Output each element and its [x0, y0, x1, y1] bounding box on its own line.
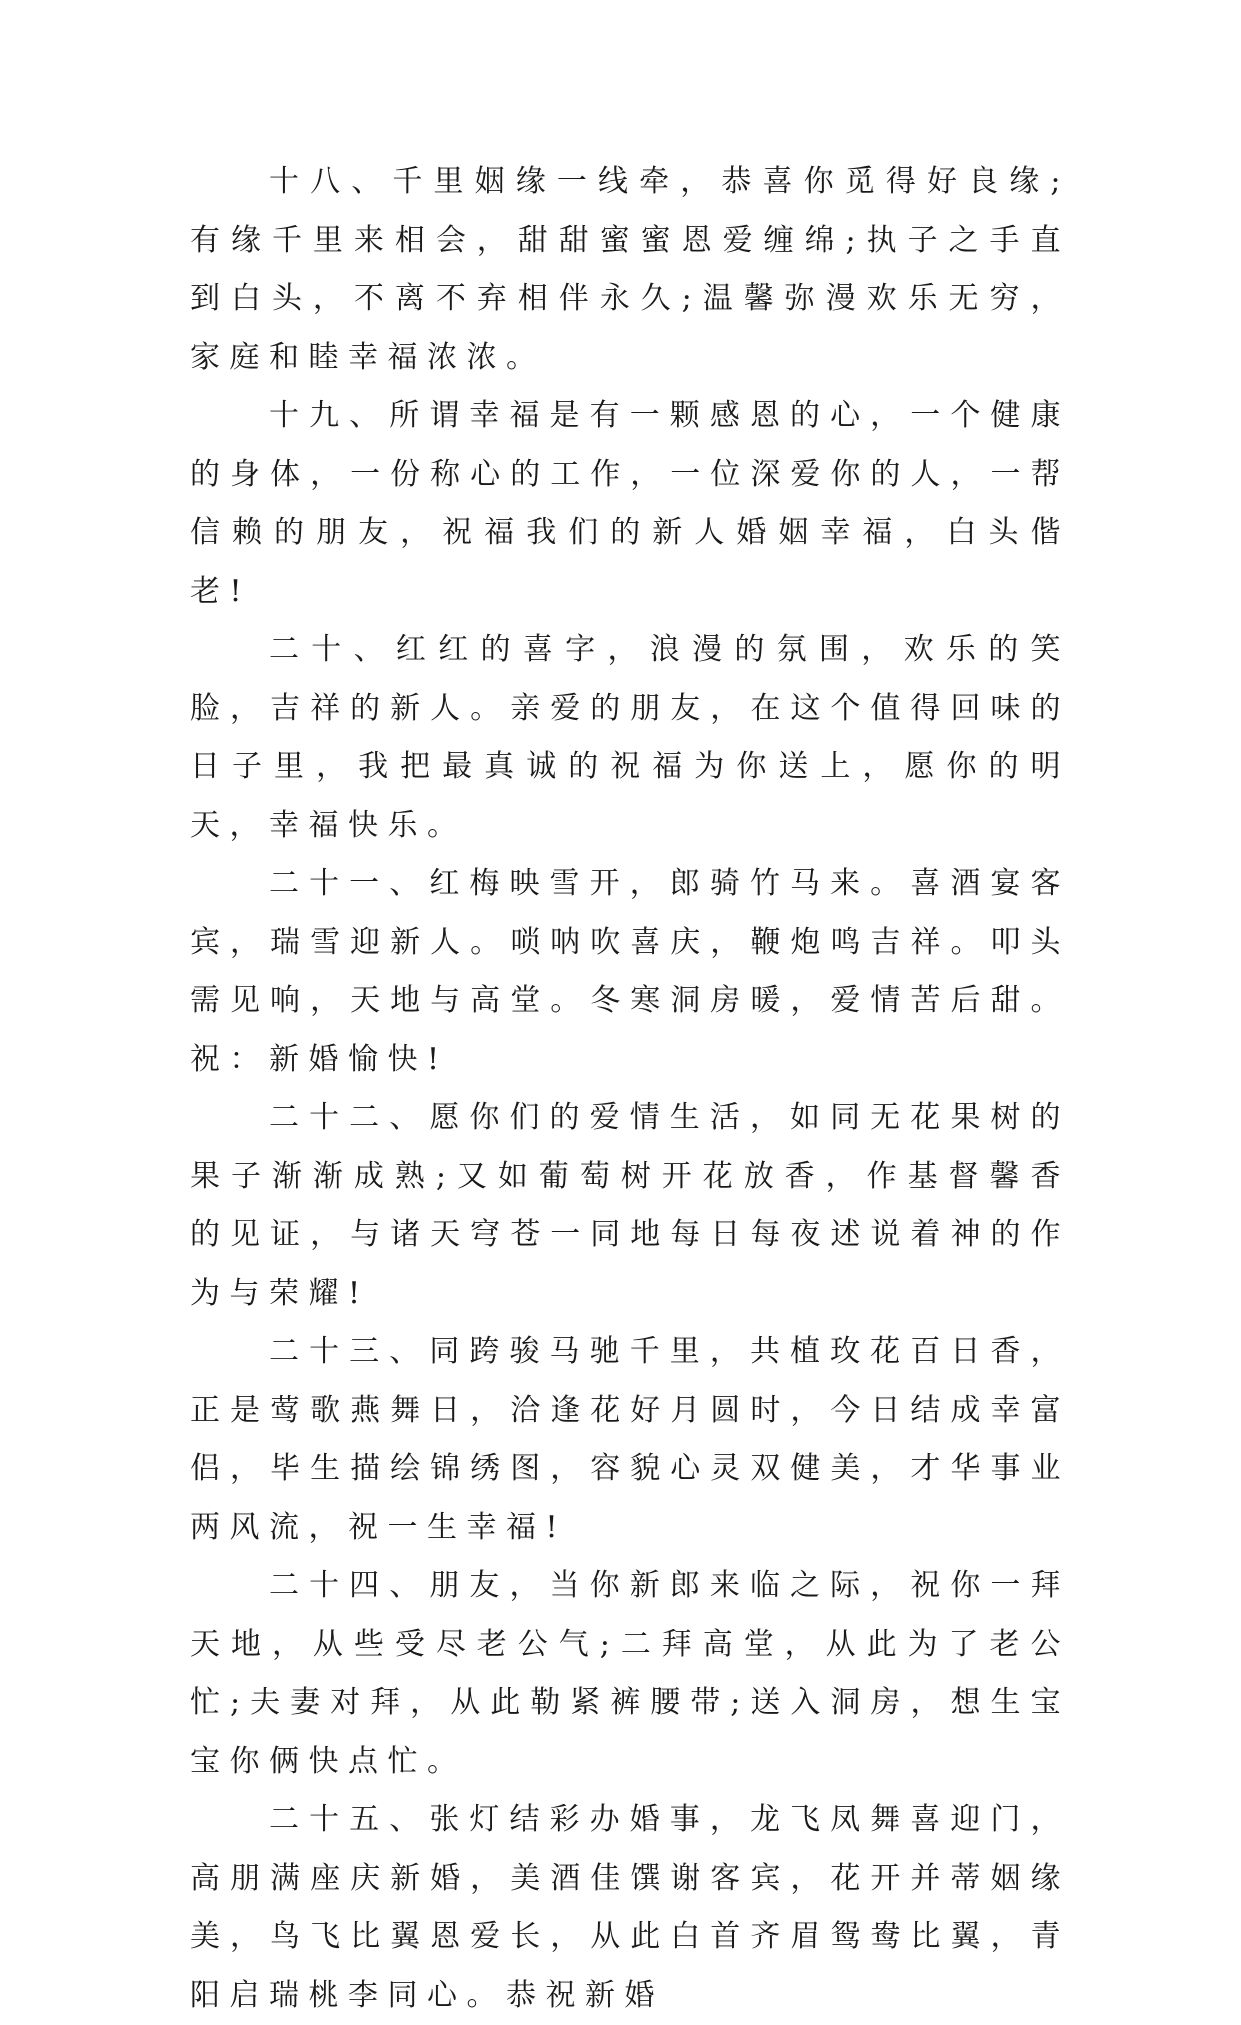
paragraph-24: 二十四、朋友，当你新郎来临之际，祝你一拜天地，从些受尽老公气;二拜高堂，从此为了老公忙;夫妻对拜，从此勒紧裤腰带;送入洞房，想生宝宝你俩快点忙。 — [190, 1568, 1070, 1779]
document-body — [190, 153, 1070, 2025]
paragraph-18: 十八、千里姻缘一线牵，恭喜你觅得好良缘;有缘千里来相会，甜甜蜜蜜恩爱缠绵;执子之手直到白头，不离不弃相伴永久;温馨弥漫欢乐无穷，家庭和睦幸福浓浓。 — [190, 164, 1070, 375]
paragraph-22: 二十二、愿你们的爱情生活，如同无花果树的果子渐渐成熟;又如葡萄树开花放香，作基督馨香的见证，与诸天穹苍一同地每日每夜述说着神的作为与荣耀! — [190, 1100, 1070, 1311]
paragraph-25: 二十五、张灯结彩办婚事，龙飞凤舞喜迎门，高朋满座庆新婚，美酒佳馔谢客宾，花开并蒂姻缘美，鸟飞比翼恩爱长，从此白首齐眉鸳鸯比翼，青阳启瑞桃李同心。恭祝新婚 — [190, 1802, 1070, 2013]
paragraph-19: 十九、所谓幸福是有一颗感恩的心，一个健康的身体，一份称心的工作，一位深爱你的人，一帮信赖的朋友，祝福我们的新人婚姻幸福，白头偕老! — [190, 398, 1070, 609]
paragraph-23: 二十三、同跨骏马驰千里，共植玫花百日香，正是莺歌燕舞日，洽逢花好月圆时，今日结成幸富侣，毕生描绘锦绣图，容貌心灵双健美，才华事业两风流，祝一生幸福! — [190, 1334, 1070, 1545]
paragraph-21: 二十一、红梅映雪开，郎骑竹马来。喜酒宴客宾，瑞雪迎新人。唢呐吹喜庆，鞭炮鸣吉祥。叩头需见响，天地与高堂。冬寒洞房暖，爱情苦后甜。祝：新婚愉快! — [190, 866, 1070, 1077]
paragraph-20: 二十、红红的喜字，浪漫的氛围，欢乐的笑脸，吉祥的新人。亲爱的朋友，在这个值得回味的日子里，我把最真诚的祝福为你送上，愿你的明天，幸福快乐。 — [190, 632, 1070, 843]
